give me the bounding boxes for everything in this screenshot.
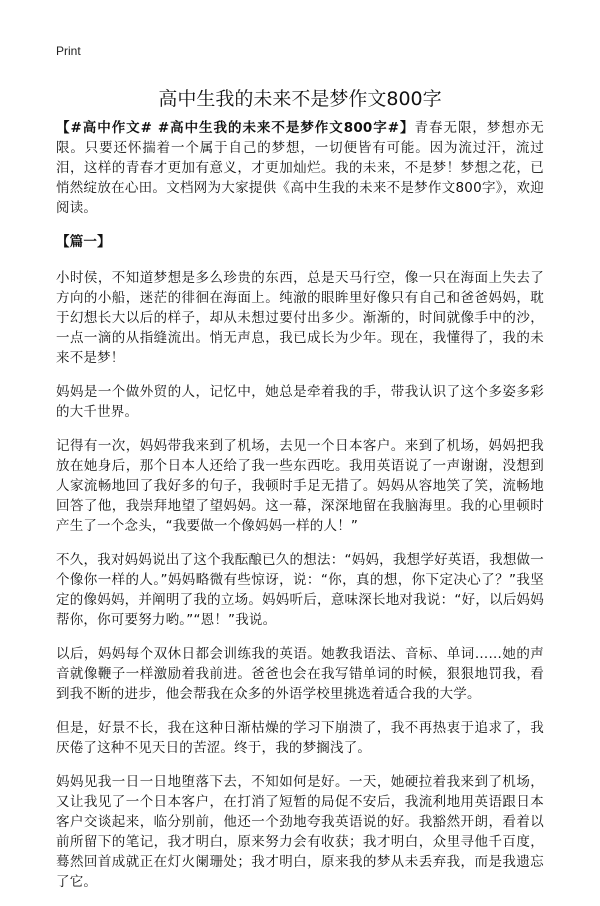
intro-paragraph xyxy=(56,118,544,218)
paragraph-3: 记得有一次，妈妈带我来到了机场，去见一个日本客户。来到了机场，妈妈把我放在她身后，那个日本人还给了我一些东西吃。我用英语说了一声谢谢，没想到人家流畅地回了我好多的句子，我顿时手足无措了。妈妈从容地笑了笑，流畅地回答了他，我崇拜地望了望妈妈。这一幕，深深地留在我脑海里。我的心里顿时产生了一个念头，“我要做一个像妈妈一样的人！” xyxy=(56,438,544,534)
page-title: 高中生我的未来不是梦作文800字 xyxy=(158,88,442,110)
paragraph-6: 但是，好景不长，我在这种日渐枯燥的学习下崩溃了，我不再热衷于追求了，我厌倦了这种不见天日的苦涩。终于，我的梦搁浅了。 xyxy=(56,720,544,756)
article-body xyxy=(56,118,544,906)
paragraph-4: 不久，我对妈妈说出了这个我酝酿已久的想法：“妈妈，我想学好英语，我想做一个像你一样的人。”妈妈略微有些惊讶，说：“你，真的想，你下定决心了？”我坚定的像妈妈，并阐明了我的立场。妈妈听后，意味深长地对我说：“好，以后妈妈帮你，你可要努力哟。”“恩！”我说。 xyxy=(56,552,544,628)
print-link[interactable]: Print xyxy=(56,44,81,58)
paragraph-2: 妈妈是一个做外贸的人，记忆中，她总是牵着我的手，带我认识了这个多姿多彩的大千世界。 xyxy=(56,384,544,420)
section-heading: 【篇一】 xyxy=(56,234,111,250)
paragraph-5: 以后，妈妈每个双休日都会训练我的英语。她教我语法、音标、单词……她的声音就像鞭子一样激励着我前进。爸爸也会在我写错单词的时候，狠狠地罚我，看到我不断的进步，他会帮我在众多的外语学校里挑选着适合我的大学。 xyxy=(56,646,544,702)
intro-text: 青春无限，梦想亦无限。只要还怀揣着一个属于自己的梦想，一切便皆有可能。因为流过汗，流过泪，这样的青春才更加有意义，才更加灿烂。我的未来，不是梦！梦想之花，已悄然绽放在心田。文档网为大家提供《高中生我的未来不是梦作文800字》，欢迎阅读。 xyxy=(56,120,544,216)
paragraph-7: 妈妈见我一日一日地堕落下去，不知如何是好。一天，她硬拉着我来到了机场，又让我见了一个日本客户，在打消了短暂的局促不安后，我流利地用英语跟日本客户交谈起来，临分别前，他还一个劲地夸我英语说的好。我豁然开朗，看着以前所留下的笔记，我才明白，原来努力会有收获；我才明白，众里寻他千百度，蓦然回首成就正在灯火阑珊处；我才明白，原来我的梦从未丢弃我，而是我遗忘了它。 xyxy=(56,774,544,890)
paragraph-1: 小时侯，不知道梦想是多么珍贵的东西，总是天马行空，像一只在海面上失去了方向的小船，迷茫的徘徊在海面上。纯澈的眼眸里好像只有自己和爸爸妈妈，耽于幻想长大以后的样子，却从未想过要付出多少。渐渐的，时间就像手中的沙，一点一滴的从指缝流出。悄无声息，我已成长为少年。现在，我懂得了，我的未来不是梦！ xyxy=(56,270,544,366)
intro-tag: 【#高中作文# #高中生我的未来不是梦作文800字#】 xyxy=(56,120,415,136)
